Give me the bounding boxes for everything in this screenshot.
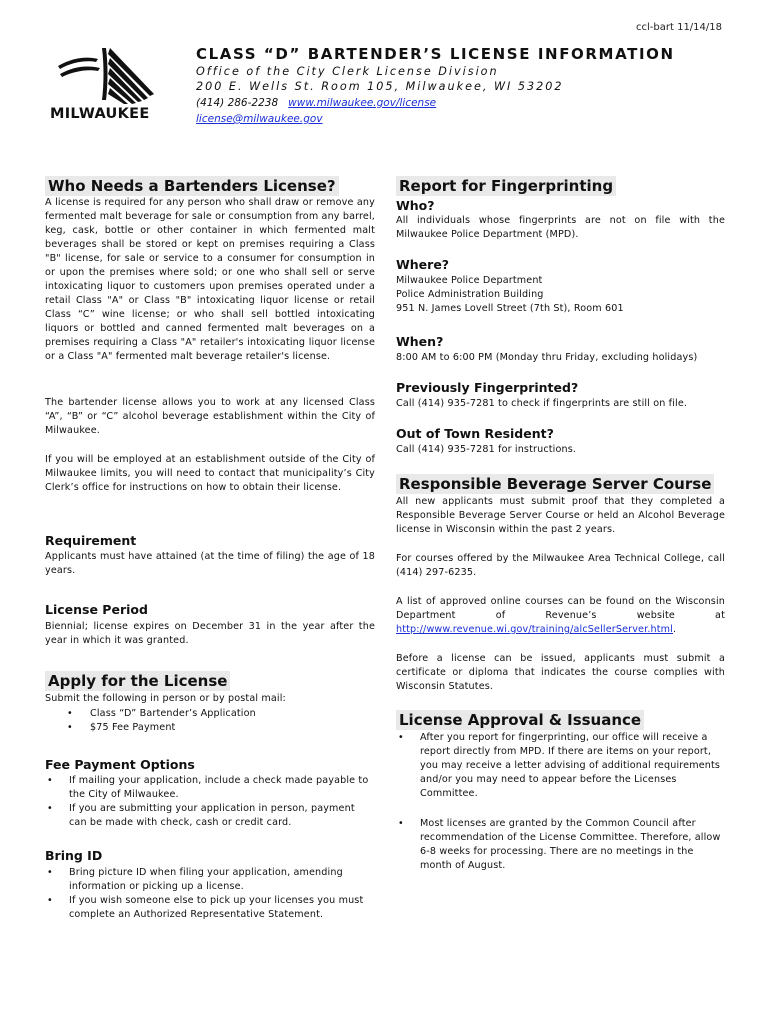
fee-payment-list bbox=[45, 774, 375, 830]
who-needs-paragraph-1: A license is required for any person who shall draw or remove any fermented malt beverage for sale or consumption from any barrel, keg, cask, bottle or other container in which fermented malt beverages shall be stored or kept on premises requiring a Class "B" license, for sale or service to a consumer for consumption in or upon the premises where sold; or one who shall sell or serve intoxicating liquor to customers upon premises operated under a retail Class "A" or Class "B" intoxicating liquor license or retail Class “C” wine license; or who shall sell bottled intoxicating liquors or bottled and canned fermented malt beverages on a premises requiring a Class "A" retailer's intoxicating liquor license or a Class "A" fermented malt beverage retailer's license. bbox=[45, 197, 375, 362]
rbs-paragraph-3-text: A list of approved online courses can be found on the Wisconsin Department of Revenue’s website at bbox=[396, 596, 725, 621]
phone-number: (414) 286-2238 bbox=[196, 97, 279, 109]
list-item: • Class “D” Bartender’s Application bbox=[45, 707, 375, 721]
contact-line bbox=[196, 97, 436, 109]
where-heading: Where? bbox=[396, 257, 450, 272]
list-item: • If you wish someone else to pick up your licenses you must complete an Authorized Representative Statement. bbox=[45, 894, 375, 922]
approval-heading: License Approval & Issuance bbox=[396, 710, 644, 730]
out-of-town-heading: Out of Town Resident? bbox=[396, 426, 554, 441]
where-line-1: Milwaukee Police Department bbox=[396, 275, 543, 286]
address-line: 200 E. Wells St. Room 105, Milwaukee, WI 53202 bbox=[196, 80, 564, 93]
fingerprinting-heading: Report for Fingerprinting bbox=[396, 176, 616, 196]
who-text: All individuals whose fingerprints are not on file with the Milwaukee Police Department (MPD). bbox=[396, 215, 725, 240]
rbs-paragraph-1: All new applicants must submit proof that they completed a Responsible Beverage Server Course or held an Alcohol Beverage license in Wisconsin within the past 2 years. bbox=[396, 496, 725, 535]
apply-heading: Apply for the License bbox=[45, 671, 230, 691]
requirement-text: Applicants must have attained (at the time of filing) the age of 18 years. bbox=[45, 551, 375, 576]
previously-fingerprinted-heading: Previously Fingerprinted? bbox=[396, 380, 579, 395]
rbs-paragraph-4: Before a license can be issued, applicants must submit a certificate or diploma that indicates the course complies with Wisconsin Statutes. bbox=[396, 653, 725, 692]
out-of-town-text: Call (414) 935-7281 for instructions. bbox=[396, 444, 577, 455]
fee-payment-heading: Fee Payment Options bbox=[45, 757, 195, 772]
license-period-text: Biennial; license expires on December 31 in the year after the year in which it was granted. bbox=[45, 621, 375, 646]
requirement-heading: Requirement bbox=[45, 533, 137, 548]
apply-intro: Submit the following in person or by postal mail: bbox=[45, 693, 286, 704]
where-line-2: Police Administration Building bbox=[396, 289, 544, 300]
approval-list bbox=[396, 731, 721, 801]
list-item: • Most licenses are granted by the Common Council after recommendation of the License Committee. Therefore, allow 6-8 weeks for processing. There are no meetings in the month of August. bbox=[396, 817, 721, 873]
apply-list bbox=[45, 707, 375, 735]
who-needs-heading: Who Needs a Bartenders License? bbox=[45, 176, 339, 196]
list-item: • $75 Fee Payment bbox=[45, 721, 375, 735]
list-item: • Bring picture ID when filing your application, amending information or picking up a license. bbox=[45, 866, 375, 894]
who-needs-paragraph-2: The bartender license allows you to work at any licensed Class “A”, “B” or “C” alcohol beverage establishment within the City of Milwaukee. bbox=[45, 397, 375, 436]
bring-id-heading: Bring ID bbox=[45, 848, 103, 863]
rbs-paragraph-2: For courses offered by the Milwaukee Area Technical College, call (414) 297-6235. bbox=[396, 553, 725, 578]
where-line-3: 951 N. James Lovell Street (7th St), Room 601 bbox=[396, 303, 624, 314]
revenue-website-link[interactable]: http://www.revenue.wi.gov/training/alcSellerServer.html bbox=[396, 624, 673, 635]
rbs-paragraph-3 bbox=[396, 595, 725, 637]
rbs-course-heading: Responsible Beverage Server Course bbox=[396, 474, 714, 494]
license-period-heading: License Period bbox=[45, 602, 148, 617]
previously-fingerprinted-text: Call (414) 935-7281 to check if fingerprints are still on file. bbox=[396, 398, 688, 409]
list-item: • After you report for fingerprinting, our office will receive a report directly from MPD. If there are items on your report, you may receive a letter advising of additional requirements and/or you may need to appear before the Licenses Committee. bbox=[396, 731, 721, 801]
rbs-paragraph-3-end: . bbox=[672, 624, 677, 635]
when-heading: When? bbox=[396, 334, 444, 349]
office-line: Office of the City Clerk License Division bbox=[196, 65, 499, 78]
list-item: • If you are submitting your application in person, payment can be made with check, cash or credit card. bbox=[45, 802, 375, 830]
page-title: CLASS “D” BARTENDER’S LICENSE INFORMATION bbox=[196, 45, 675, 63]
website-link[interactable]: www.milwaukee.gov/license bbox=[288, 97, 437, 109]
logo-wordmark: MILWAUKEE bbox=[50, 106, 150, 122]
when-text: 8:00 AM to 6:00 PM (Monday thru Friday, excluding holidays) bbox=[396, 352, 698, 363]
bring-id-list bbox=[45, 866, 375, 922]
who-needs-paragraph-3: If you will be employed at an establishment outside of the City of Milwaukee limits, you will need to contact that municipality’s City Clerk’s office for instructions on how to obtain their license. bbox=[45, 454, 375, 493]
list-item: • If mailing your application, include a check made payable to the City of Milwaukee. bbox=[45, 774, 375, 802]
approval-list-2 bbox=[396, 817, 721, 873]
who-heading: Who? bbox=[396, 198, 435, 213]
document-code: ccl-bart 11/14/18 bbox=[636, 22, 722, 33]
email-link[interactable]: license@milwaukee.gov bbox=[196, 113, 323, 125]
